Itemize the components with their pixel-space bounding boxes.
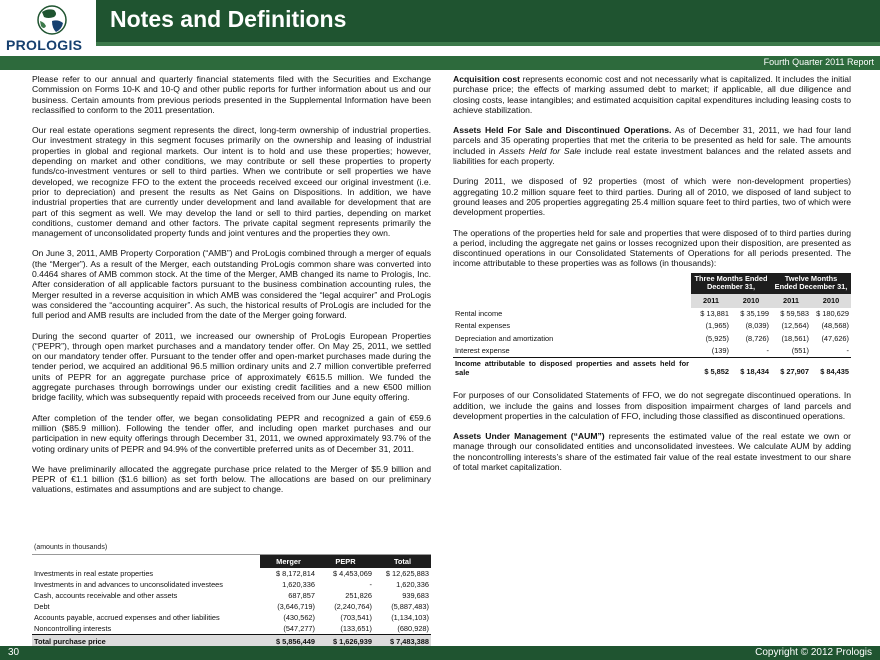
operations-paragraph: The operations of the properties held for sale and properties that were disposed of to third parties during a period, including the aggregate net gains or losses recognized upon their disposition, are presented as discontinued operations in our Consolidated Statements of Operations for all periods presented. The income attributable to these properties was as follows (in thousands):	[453, 227, 851, 269]
cell: (2,240,764)	[334, 602, 372, 611]
cell: $ 35,199	[740, 309, 769, 319]
dispositions-paragraph: During 2011, we disposed of 92 properties (most of which were non-development properties) aggregating 10.2 million square feet to third parties. During all of 2010, we disposed of land subject to ground leases and 205 properties aggregating 25.4 million square feet to third parties, two of which were development properties.	[453, 176, 851, 218]
table-header-row	[453, 273, 851, 294]
cell: (1,965)	[705, 321, 729, 331]
cell: $ 59,583	[780, 309, 809, 319]
page-title: Notes and Definitions	[110, 6, 347, 32]
cell: (12,564)	[781, 321, 809, 331]
logo	[0, 0, 96, 56]
merger-paragraph: On June 3, 2011, AMB Property Corporation (“AMB”) and ProLogis combined through a merger of equals (the “Merger”). As a result of the Merger, each outstanding ProLogis common share was converted into 0.4464 shares of AMB common stock. At the time of the Merger, AMB changed its name to Prologis, Inc. After consideration of all applicable factors pursuant to the business combination accounting rules, the Merger resulted in a reverse acquisition in which AMB was considered the “legal acquirer” and ProLogis was considered the “accounting acquirer”. As such, the historical results of ProLogis are included for the full period and AMB results are included from the date of the Merger going forward.	[32, 248, 431, 321]
left-column	[32, 74, 431, 505]
cell: $ 13,881	[700, 309, 729, 319]
cell: (430,562)	[283, 613, 315, 622]
allocation-paragraph: We have preliminarily allocated the aggregate purchase price related to the Merger of $5.9 billion and PEPR of €1.1 billion ($1.6 billion) as set forth below. The allocations are based on our preliminary valuations, estimates and assumptions and are subject to change.	[32, 463, 431, 495]
period-bar	[0, 56, 880, 70]
table-row	[32, 623, 431, 635]
table-row	[32, 601, 431, 612]
cell: 687,857	[288, 591, 315, 600]
page-header	[0, 0, 880, 56]
segments-paragraph: Our real estate operations segment represents the direct, long-term ownership of industrial properties. Our investment strategy in this segment focuses primarily on the ownership and leasing of industrial properties in global and regional markets. Our intent is to hold and use these properties; however, depending on market and other conditions, we may contribute or sell these properties to property funds/co-investment ventures or sell to third parties. When we contribute or sell properties we have developed, we recognize FFO to the extent the proceeds received exceed our original investment (i.e. prior to depreciation) and present the results as Net Gains on Dispositions. In addition, we have industrial properties that are currently under development and land available for development that are part of this segment as well. We may develop the land or sell to third parties, depending on market conditions, customer demand and other factors. The private capital segment represents primarily the management of unconsolidated property funds and joint ventures and the properties they own.	[32, 125, 431, 239]
term: Assets Under Management (“AUM”)	[453, 431, 605, 442]
row-label: Cash, accounts receivable and other assets	[34, 591, 178, 600]
term: Assets Held For Sale and Discontinued Operations.	[453, 125, 672, 136]
page-footer	[0, 646, 880, 660]
row-label: Debt	[34, 602, 50, 611]
cell: $ 5,856,449	[260, 635, 317, 650]
column-header: PEPR	[317, 555, 374, 569]
cell: (551)	[791, 345, 809, 355]
table-row	[453, 333, 851, 345]
row-label: Investments in real estate properties	[34, 569, 154, 578]
pepr-paragraph: During the second quarter of 2011, we increased our ownership of ProLogis European Properties (“PEPR”), through open market purchases and a mandatory tender offer. On May 25, 2011, we settled on our mandatory tender offer. Pursuant to the tender offer and open-market purchases made during the tender period, we acquired an additional 96.5 million ordinary units and 2.7 million convertible preferred units of PEPR for an aggregate purchase price of approximately €615.5 million. We funded the aggregate purchases through borrowings under our existing credit facilities and a new €500 million bridge facility, which was subsequently repaid with proceeds received from our June equity offering.	[32, 330, 431, 403]
logo-text: PROLOGIS	[6, 37, 83, 53]
cell: (8,039)	[745, 321, 769, 331]
copyright: Copyright © 2012 Prologis	[755, 647, 872, 658]
report-period: Fourth Quarter 2011 Report	[763, 57, 874, 67]
cell: -	[369, 580, 372, 589]
table-caption: (amounts in thousands)	[34, 544, 108, 551]
cell: (8,726)	[745, 333, 769, 343]
column-group-header: Three Months Ended December 31,	[691, 273, 771, 294]
table-row	[32, 612, 431, 623]
table-row	[453, 308, 851, 320]
right-column	[453, 74, 851, 482]
column-group-header: Twelve Months Ended December 31,	[771, 273, 851, 294]
globe-icon	[34, 4, 70, 36]
table-row	[32, 568, 431, 579]
cell: $ 180,629	[816, 309, 849, 319]
cell: $ 7,483,388	[374, 635, 431, 650]
cell: $ 5,852	[691, 358, 731, 379]
aum-paragraph: Assets Under Management (“AUM”) represents the estimated value of the real estate we own or manage through our consolidated entities and unconsolidated investees. We calculate AUM by adding the noncontrolling interests’s share of the estimated fair value of the real estate investment to our share of total market capitalization.	[453, 431, 851, 473]
page-number: 30	[8, 647, 20, 658]
acquisition-cost-paragraph: Acquisition cost represents economic cost and not necessarily what is capitalized. It includes the initial purchase price; the effects of marking assumed debt to market; if applicable, all due diligence and closing costs, lease intangibles; and estimated acquisition capital expenditures including leasing costs to achieve stabilization.	[453, 74, 851, 115]
purchase-price-table	[32, 543, 431, 650]
cell: $ 12,625,883	[385, 569, 429, 578]
cell: (5,887,483)	[391, 602, 429, 611]
cell: (47,626)	[821, 333, 849, 343]
row-label: Income attributable to disposed properties and assets held for sale	[455, 359, 689, 378]
row-label: Investments in and advances to unconsolidated investees	[34, 580, 223, 589]
ffo-paragraph: For purposes of our Consolidated Statements of FFO, we do not segregate discontinued operations. In addition, we include the gains and losses from disposition impairment charges of land parcels and development properties in the calculation of FFO, including those classified as discontinued operations.	[453, 390, 851, 421]
cell: (3,646,719)	[277, 602, 315, 611]
row-label: Rental expenses	[455, 321, 511, 331]
table-header-row	[32, 555, 431, 569]
cell: (133,651)	[317, 623, 374, 635]
column-header: Merger	[260, 555, 317, 569]
table-row	[32, 590, 431, 601]
year-header: 2011	[771, 294, 811, 308]
cell: -	[846, 345, 849, 355]
cell: (18,561)	[781, 333, 809, 343]
cell: 1,620,336	[396, 580, 429, 589]
total-row	[453, 358, 851, 379]
title-bar	[96, 0, 880, 42]
column-header: Total	[374, 555, 431, 569]
cell: 939,683	[402, 591, 429, 600]
cell: $ 8,172,814	[275, 569, 315, 578]
year-header: 2011	[691, 294, 731, 308]
cell: 1,620,336	[282, 580, 315, 589]
cell: (680,928)	[374, 623, 431, 635]
year-header: 2010	[731, 294, 771, 308]
cell: -	[766, 345, 769, 355]
cell: 251,826	[345, 591, 372, 600]
row-label: Depreciation and amortization	[455, 333, 554, 343]
row-label: Noncontrolling interests	[34, 624, 112, 633]
intro-paragraph: Please refer to our annual and quarterly financial statements filed with the Securities and Exchange Commission on Forms 10-K and 10-Q and other public reports for further information about us and our business. Certain amounts from previous periods presented in the Supplemental Information have been reclassified to conform to the 2011 presentation.	[32, 74, 431, 115]
cell: $ 4,453,069	[332, 569, 372, 578]
income-table	[453, 273, 851, 378]
cell: (139)	[711, 345, 729, 355]
cell: (547,277)	[260, 623, 317, 635]
cell: (703,541)	[340, 613, 372, 622]
cell: $ 84,435	[811, 358, 851, 379]
year-header: 2010	[811, 294, 851, 308]
table-row	[453, 320, 851, 332]
cell: $ 1,626,939	[317, 635, 374, 650]
pepr-consolidation-paragraph: After completion of the tender offer, we began consolidating PEPR and recognized a gain of €59.6 million ($85.9 million). Following the tender offer, and including open market purchases and our participation in new equity offerings through December 31, 2011, we owned approximately 93.7% of the voting ordinary units of PEPR and 94.9% of the convertible preferred units as of December 31, 2011.	[32, 412, 431, 454]
row-label: Rental income	[455, 309, 503, 319]
table-row	[32, 579, 431, 590]
cell: $ 18,434	[731, 358, 771, 379]
term: Acquisition cost	[453, 74, 521, 84]
held-for-sale-paragraph: Assets Held For Sale and Discontinued Operations. As of December 31, 2011, we had four land parcels and 35 operating properties that met the criteria to be presented as held for sale. The amounts included in Assets Held for Sale include real estate investment balances and the related assets and liabilities for each property.	[453, 125, 852, 167]
row-label: Total purchase price	[32, 635, 260, 650]
row-label: Accounts payable, accrued expenses and other liabilities	[34, 613, 220, 622]
accent-strip	[96, 42, 880, 46]
cell: (5,925)	[705, 333, 729, 343]
row-label: Interest expense	[455, 345, 510, 355]
cell: (1,134,103)	[391, 613, 429, 622]
year-header-row	[453, 294, 851, 308]
cell: (48,568)	[821, 321, 849, 331]
table-row	[453, 345, 851, 358]
cell: $ 27,907	[771, 358, 811, 379]
